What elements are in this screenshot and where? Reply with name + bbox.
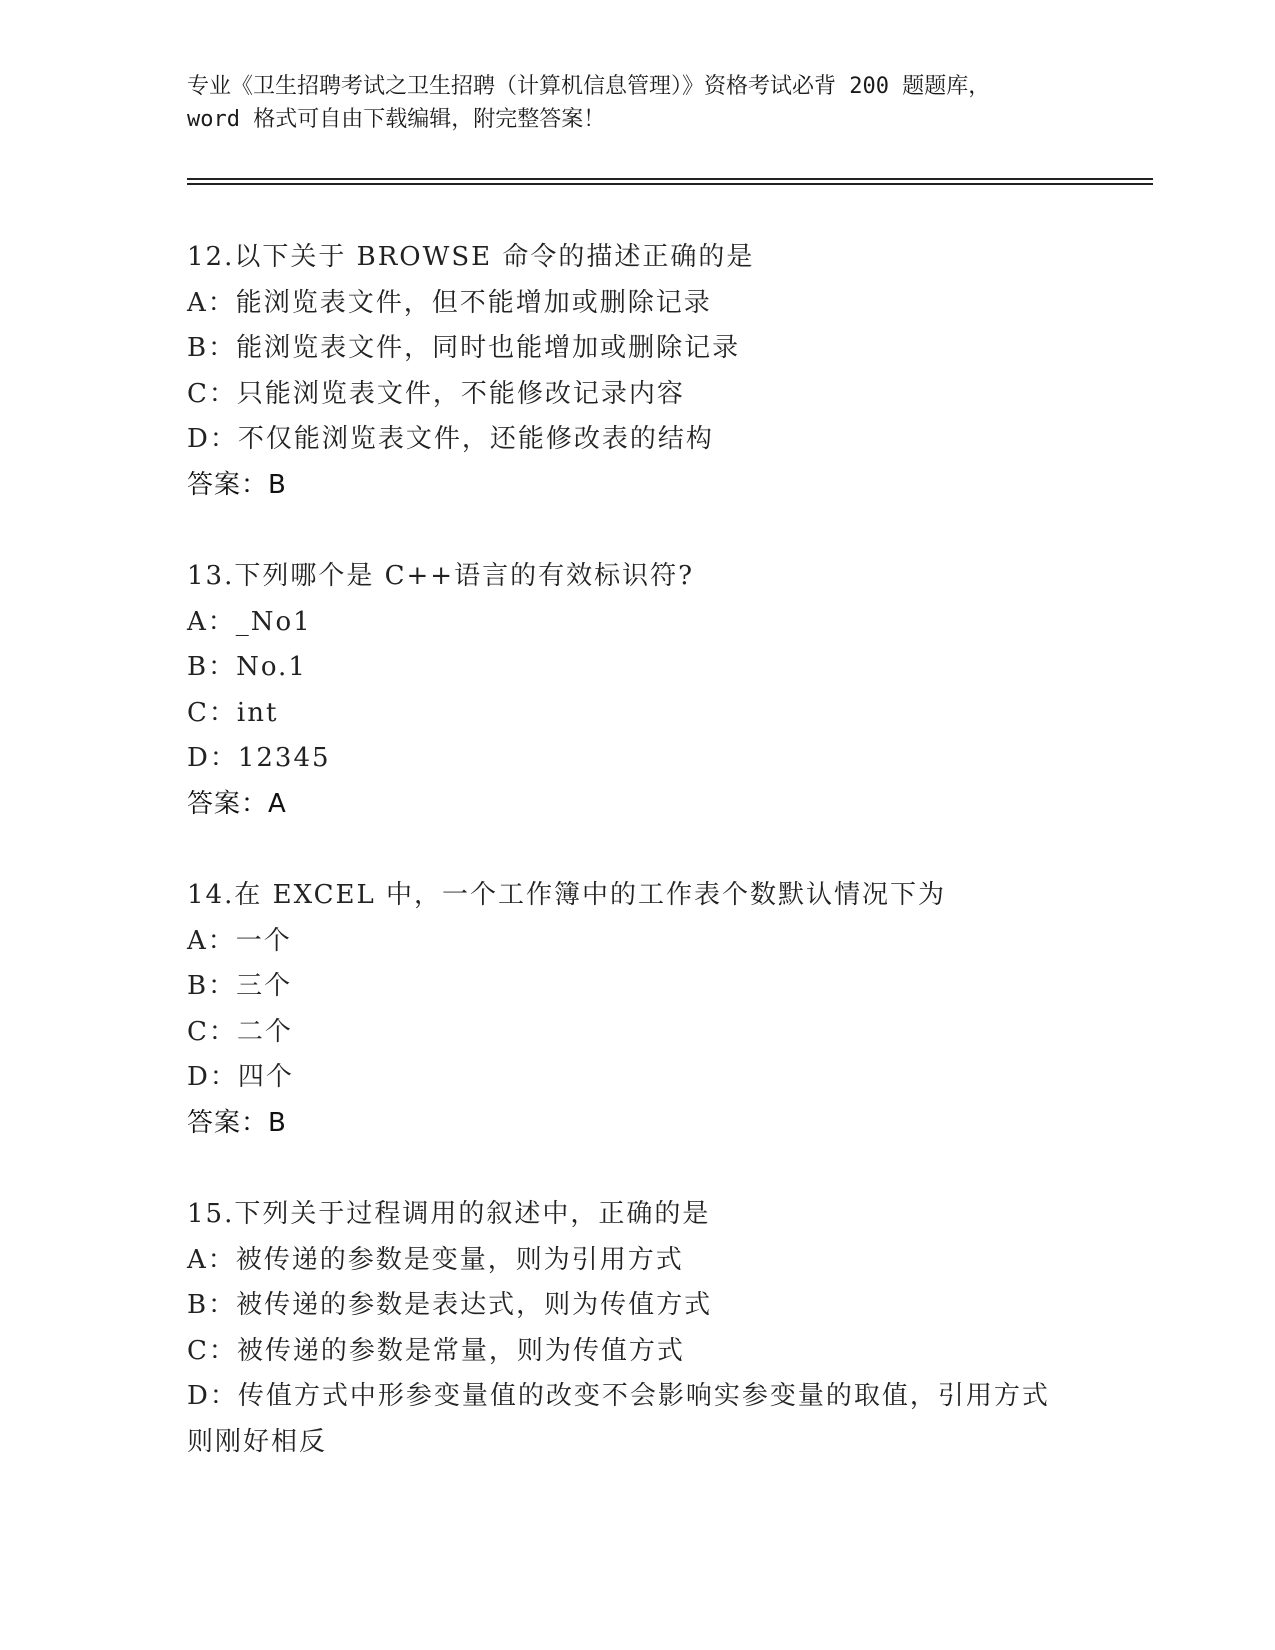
question-stem: 15.下列关于过程调用的叙述中，正确的是 xyxy=(187,1199,711,1229)
question-15 xyxy=(187,1192,1107,1465)
option-c: C：被传递的参数是常量，则为传值方式 xyxy=(187,1335,685,1366)
answer-label: 答案：B xyxy=(187,1107,287,1138)
option-d: D：传值方式中形参变量值的改变不会影响实参变量的取值，引用方式 xyxy=(187,1381,1050,1411)
option-b: B：No.1 xyxy=(187,652,307,682)
header-divider-top xyxy=(187,178,1153,180)
question-stem: 13.下列哪个是 C++语言的有效标识符? xyxy=(187,561,695,591)
header-divider-bottom xyxy=(187,183,1153,185)
option-d: D：12345 xyxy=(187,743,331,773)
question-12 xyxy=(187,235,1107,508)
option-a: A：_No1 xyxy=(187,606,312,637)
question-13 xyxy=(187,554,1107,827)
option-a: A：被传递的参数是变量，则为引用方式 xyxy=(187,1244,684,1275)
option-d: D：不仅能浏览表文件，还能修改表的结构 xyxy=(187,424,714,454)
option-c: C：只能浏览表文件，不能修改记录内容 xyxy=(187,378,685,409)
answer-label: 答案：B xyxy=(187,469,287,500)
option-d: D：四个 xyxy=(187,1062,294,1092)
option-a: A：能浏览表文件，但不能增加或删除记录 xyxy=(187,287,712,318)
question-14 xyxy=(187,873,1107,1146)
option-a: A：一个 xyxy=(187,925,292,956)
answer-label: 答案：A xyxy=(187,788,287,819)
question-stem: 12.以下关于 BROWSE 命令的描述正确的是 xyxy=(187,242,755,272)
option-b: B：三个 xyxy=(187,971,293,1001)
question-stem: 14.在 EXCEL 中，一个工作簿中的工作表个数默认情况下为 xyxy=(187,880,947,910)
option-c: C：int xyxy=(187,697,279,728)
option-d-continuation: 则刚好相反 xyxy=(187,1426,328,1457)
header-line-2: word 格式可自由下载编辑，附完整答案！ xyxy=(187,107,606,132)
option-b: B：能浏览表文件，同时也能增加或删除记录 xyxy=(187,333,741,363)
option-b: B：被传递的参数是表达式，则为传值方式 xyxy=(187,1290,713,1320)
header-line-1: 专业《卫生招聘考试之卫生招聘（计算机信息管理）》资格考试必背 200 题题库， xyxy=(187,74,991,99)
document-header xyxy=(187,70,1087,136)
option-c: C：二个 xyxy=(187,1016,293,1047)
